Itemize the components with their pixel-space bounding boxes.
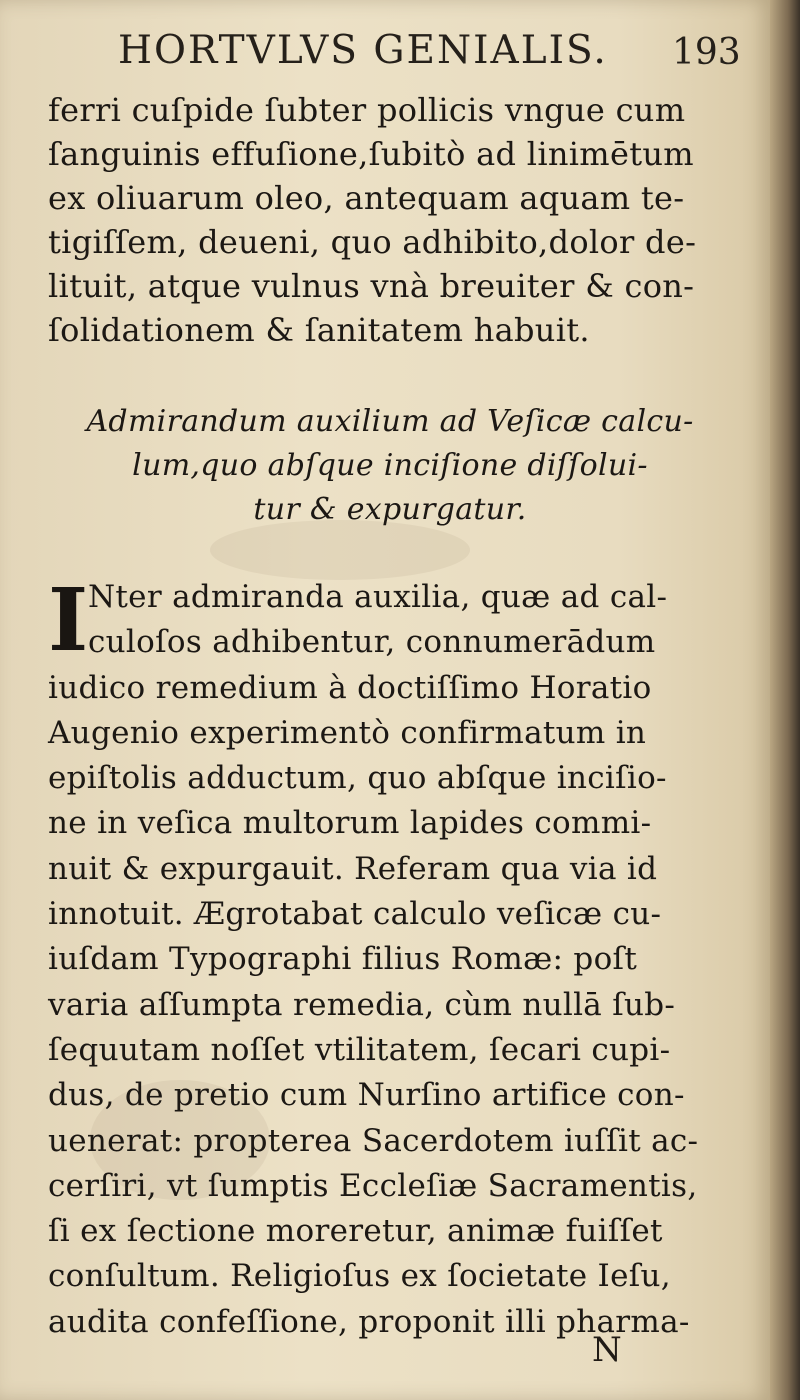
drop-cap: I — [48, 570, 89, 671]
text-line: ſequutam noſſet vtilitatem, ſecari cupi- — [48, 1031, 671, 1068]
page-edge-shadow — [770, 0, 800, 1400]
text-line: ſolidationem & ſanitatem habuit. — [48, 311, 590, 349]
text-line: iuſdam Typographi filius Romæ: poſt — [48, 941, 638, 978]
text-line: innotuit. Ægrotabat calculo veſicæ cu- — [48, 896, 662, 933]
text-line: iudico remedium à doctiſſimo Horatio — [48, 669, 652, 706]
signature-mark: N — [592, 1330, 622, 1370]
text-line: dus, de pretio cum Nurſino artifice con- — [48, 1077, 685, 1114]
text-line: ex oliuarum oleo, antequam aquam te- — [48, 179, 685, 217]
paragraph — [48, 570, 748, 1345]
page-number: 193 — [672, 32, 741, 73]
text-line: Nter admiranda auxilia, quæ ad cal- — [88, 579, 668, 615]
section-heading — [40, 400, 740, 532]
text-line: lituit, atque vulnus vnà breuiter & con- — [48, 267, 695, 305]
continued-text — [48, 88, 738, 352]
text-line: nuit & expurgauit. Referam qua via id — [48, 850, 658, 887]
page-header — [0, 28, 770, 88]
text-line: conſultum. Religioſus ex ſocietate Ieſu, — [48, 1258, 671, 1295]
text-line: varia aſſumpta remedia, cùm nullā ſub- — [48, 986, 676, 1023]
text-line: ſi ex ſectione moreretur, animæ fuiſſet — [48, 1213, 663, 1250]
text-line: ſanguinis effuſione,ſubitò ad linimētum — [48, 135, 694, 173]
heading-line: lum,quo abſque inciſione diſſolui- — [132, 448, 648, 483]
text-line: Augenio experimentò confirmatum in — [48, 714, 647, 751]
text-line: audita confeſſione, proponit illi pharma- — [48, 1303, 690, 1340]
text-line: cerſiri, vt ſumptis Eccleſiæ Sacramentis, — [48, 1167, 698, 1204]
text-line: ne in veſica multorum lapides commi- — [48, 805, 652, 842]
text-line: uenerat: propterea Sacerdotem iuſſit ac- — [48, 1122, 699, 1159]
text-line: culoſos adhibentur, connumerādum — [88, 624, 656, 661]
heading-line: tur & expurgatur. — [253, 492, 527, 527]
text-line: ferri cuſpide ſubter pollicis vngue cum — [48, 91, 686, 129]
text-line: epiſtolis adductum, quo abſque inciſio- — [48, 760, 667, 797]
running-head: HORTVLVS GENIALIS. — [118, 28, 608, 73]
text-line: tigiſſem, deueni, quo adhibito,dolor de- — [48, 223, 697, 261]
heading-line: Admirandum auxilium ad Veſicæ calcu- — [86, 404, 694, 439]
